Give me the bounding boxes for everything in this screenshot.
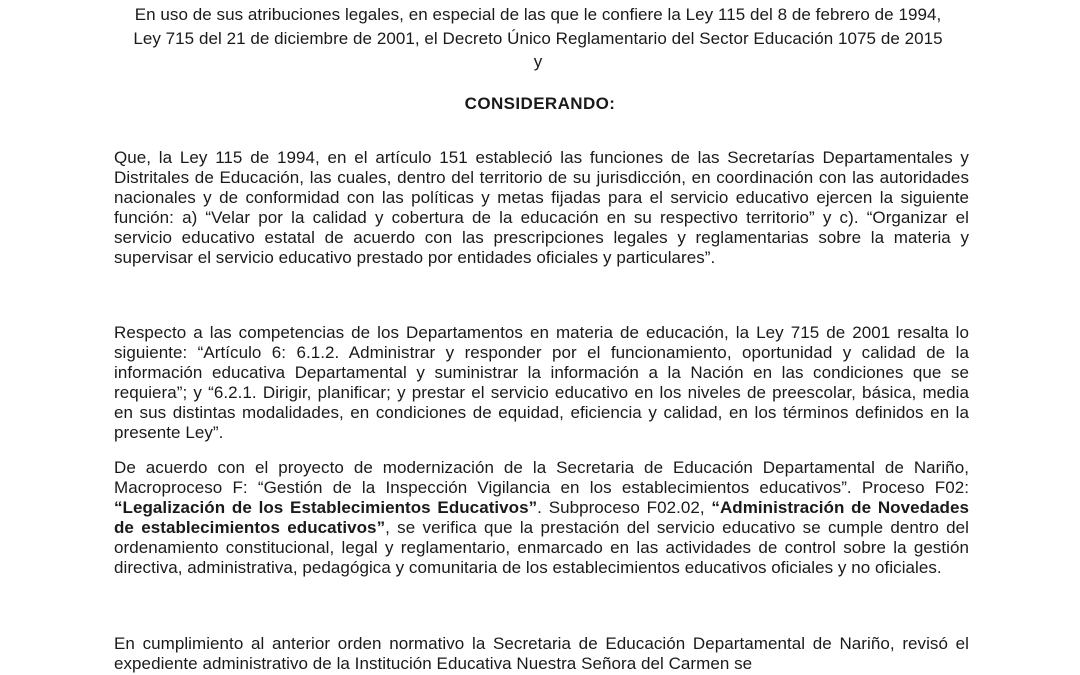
paragraph-modernizacion-text-1: De acuerdo con el proyecto de modernización de la Secretaria de Educación Departamental de Nariño, Macroproceso F: “Gestión de la Inspección Vigilancia en los establecimientos educativos”. Proceso F02: bbox=[114, 458, 969, 497]
paragraph-modernizacion bbox=[114, 458, 969, 577]
intro-paragraph: En uso de sus atribuciones legales, en especial de las que le confiere la Ley 115 del 8 de febrero de 1994, Ley 715 del 21 de diciembre de 2001, el Decreto Único Reglamentario del Sector Educación 1075 de 2015 y bbox=[133, 5, 943, 71]
paragraph-ley-115: Que, la Ley 115 de 1994, en el artículo 151 estableció las funciones de las Secretarías Departamentales y Distritales de Educación, las cuales, dentro del territorio de su jurisdicción, en coordinación con las autoridades nacionales y de conformidad con las políticas y metas fijadas para el servicio educativo ejercen la siguiente función: a) “Velar por la calidad y cobertura de la educación en su respectivo territorio” y c). “Organizar el servicio educativo estatal de acuerdo con las prescripciones legales y reglamentarias sobre la materia y supervisar el servicio educativo prestado por entidades oficiales y particulares”. bbox=[114, 148, 969, 267]
considerando-heading: CONSIDERANDO: bbox=[464, 94, 616, 113]
paragraph-modernizacion-text-2: . Subproceso F02.02, bbox=[537, 497, 712, 517]
paragraph-cumplimiento: En cumplimiento al anterior orden normativo la Secretaria de Educación Departamental de Nariño, revisó el expediente administrativo de la Institución Educativa Nuestra Señora del Carmen se bbox=[114, 634, 969, 673]
novedades-subprocess-name: “Administración de Novedades de establecimientos educativos” bbox=[114, 497, 969, 537]
paragraph-ley-715: Respecto a las competencias de los Departamentos en materia de educación, la Ley 715 de 2001 resalta lo siguiente: “Artículo 6: 6.1.2. Administrar y responder por el funcionamiento, oportunidad y calidad de la información educativa Departamental y suministrar la información a la Nación en las condiciones que se requiera”; y “6.2.1. Dirigir, planificar; y prestar el servicio educativo en los niveles de preescolar, básica, media en sus distintas modalidades, en condiciones de equidad, eficiencia y calidad, en los términos definidos en la presente Ley”. bbox=[114, 323, 969, 442]
legalizacion-process-name: “Legalización de los Establecimientos Educativos” bbox=[114, 497, 538, 517]
paragraph-modernizacion-text-3: , se verifica que la prestación del servicio educativo se cumple dentro del ordenamiento constitucional, legal y reglamentario, enmarcado en las actividades de control sobre la gestión directiva, administrativa, pedagógica y comunitaria de los establecimientos educativos oficiales y no oficiales. bbox=[114, 517, 969, 577]
